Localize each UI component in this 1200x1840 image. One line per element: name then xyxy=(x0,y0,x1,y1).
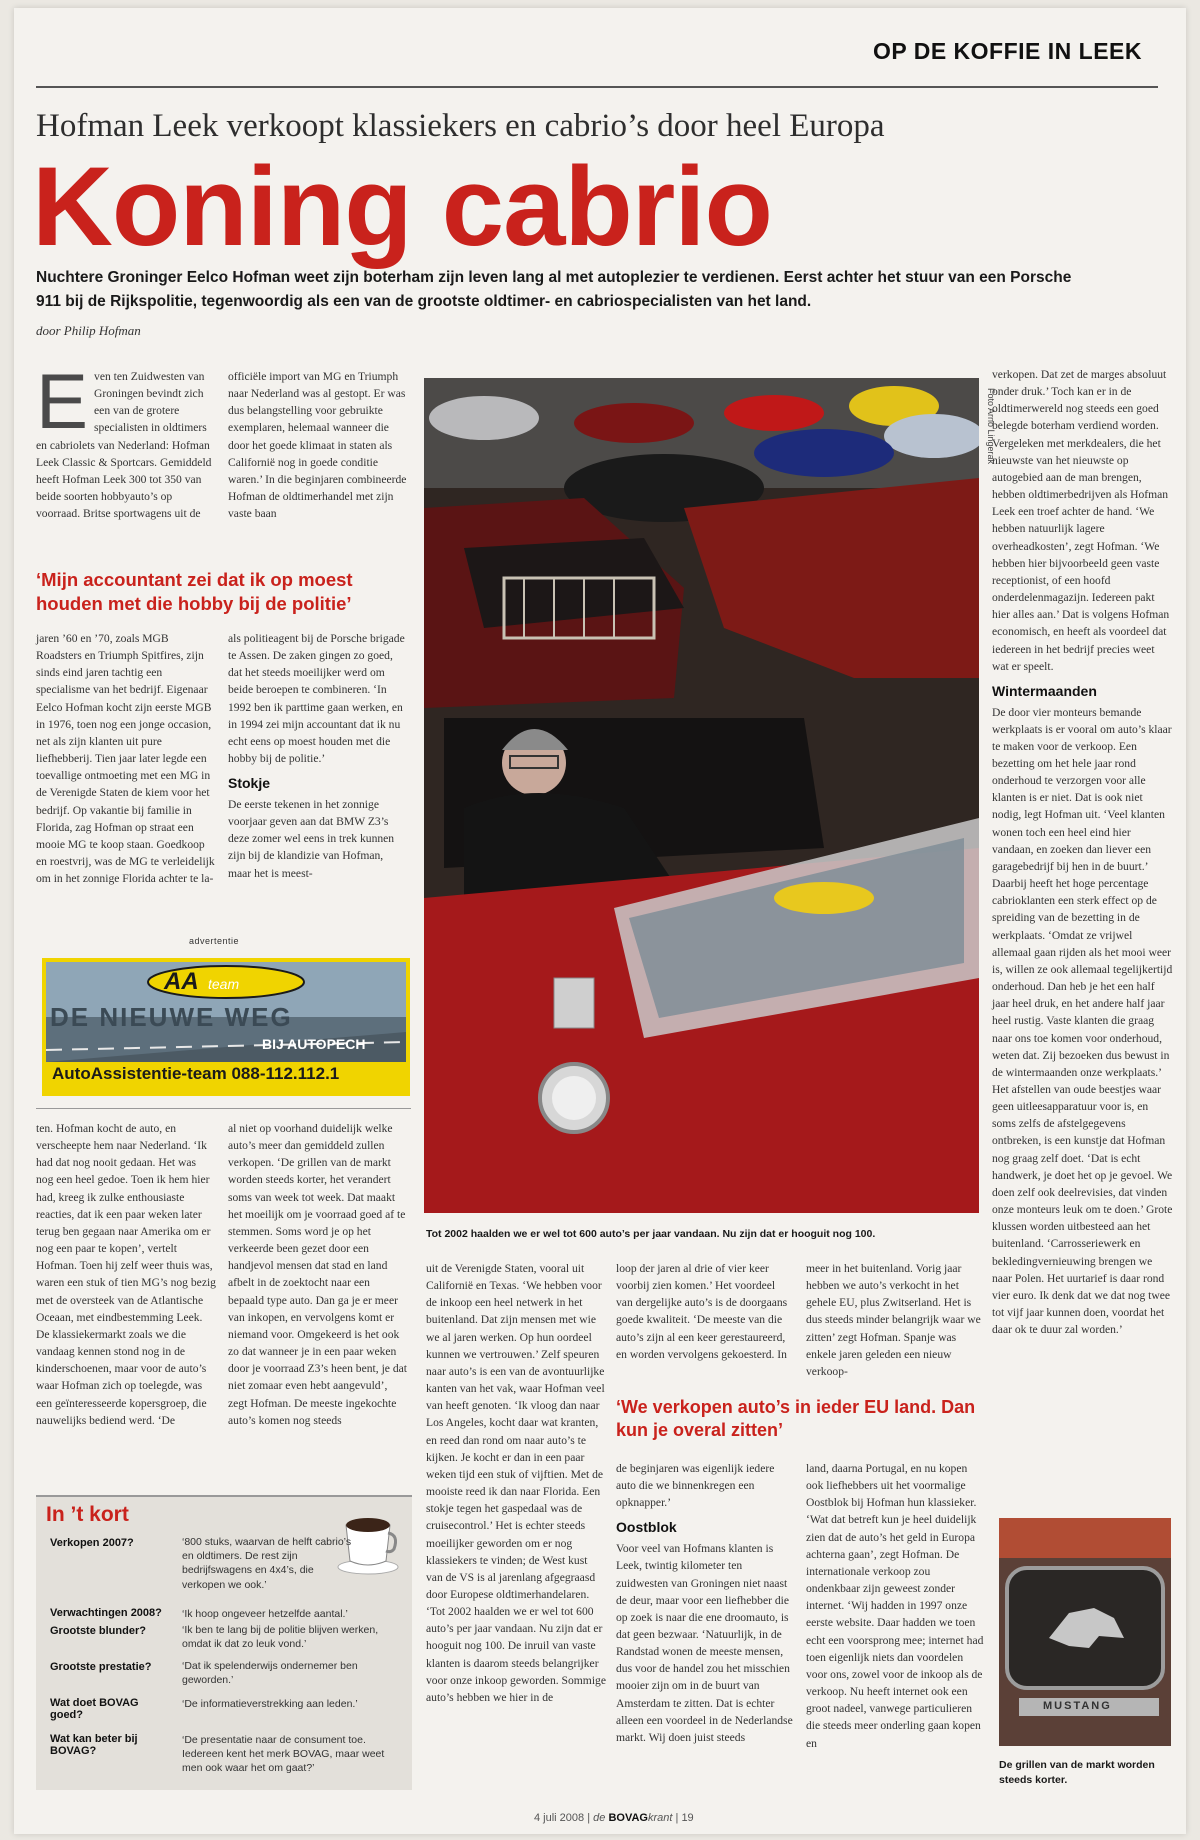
pull-quote-1: ‘Mijn accountant zei dat ik op moest houden met die hobby bij de politie’ xyxy=(36,569,353,615)
kort-answer: ‘De presentatie naar de consument toe. Iedereen kent het merk BOVAG, maar weet men ook waar het om gaat?’ xyxy=(182,1734,385,1775)
subheading-wintermaanden: Wintermaanden xyxy=(992,682,1097,699)
kort-question: Verkopen 2007? xyxy=(50,1537,134,1549)
column-4-oostblok-text: Voor veel van Hofmans klanten is Leek, twintig kilometer ten zuidwesten van Groningen niet naast de deur, maar voor een liefhebber die op zoek is naar die ene droomauto, is dat geen bezwaar. ‘Natuurlijk, in de Randstad wonen de meeste mensen, dus voor de handel zou het misschien mooier zijn om in de buurt van Amsterdam te zitten. Dat is echter alleen een voordeel in de Nederlandse markt. Wij doen juist steeds xyxy=(616,1542,793,1744)
column-2-bottom: al niet op voorhand duidelijk welke auto’s meer dan gemiddeld zullen verkopen. ‘De grillen van de markt worden steeds korter, het verandert soms van week tot week. Dat maakt het moeilijk om je voorraad goed af te stemmen. Soms word je op het verkeerde been gezet door een handjevol mensen dat stad en land afbelt in de zoektocht naar een bepaald type auto. Dan ga je er meer van inkopen, en vervolgens komt er niemand voor. Omgekeerd is het ook zo dat wanneer je in een paar weken door je voorraad Z3’s heen bent, je dat niet zomaar even hebt aangevuld’, zegt Hofman. De meeste ingekochte auto’s komen nog steeds xyxy=(228,1122,407,1427)
advertisement-banner[interactable] xyxy=(42,958,410,1096)
main-photo xyxy=(424,378,979,1213)
column-4-top: loop der jaren al drie of vier keer voorbij zien komen.’ Het voordeel van dergelijke auto’s is de doorgaans goede kwaliteit. ‘De meeste van die auto’s zijn al een keer gerestaureerd, en worden vervolgens gekoesterd. In xyxy=(616,1262,788,1361)
in-t-kort-box xyxy=(36,1495,412,1790)
article-subheadline: Hofman Leek verkoopt klassiekers en cabrio’s door heel Europa xyxy=(36,108,885,144)
kort-answer: ‘800 stuks, waarvan de helft cabrio’s en oldtimers. De rest zijn bedrijfswagens en 4x4’s, die verkopen we ook.’ xyxy=(182,1536,352,1591)
column-1-top-text: ven ten Zuidwesten van Groningen bevindt zich een van de grotere specialisten in oldtimers en cabriolets van Nederland: Hofman Leek Classic & Sportcars. Gemiddeld heeft Hofman Leek 300 tot 350 van beide soorten hobbyauto’s op voorraad. Britse sportwagens uit de xyxy=(36,370,212,521)
ad-logo: AA xyxy=(164,968,199,995)
mustang-photo xyxy=(999,1518,1171,1746)
ad-footer: AutoAssistentie-team 088-112.112.1 xyxy=(52,1064,340,1083)
footer-pub-name: BOVAG xyxy=(608,1812,648,1824)
column-5-bottom: land, daarna Portugal, en nu kopen ook liefhebbers uit het voormalige Oostblok bij Hofman hun klassieker. ‘Wat dat betreft kun je heel duidelijk zien dat de auto’s het geld in Europa achterna gaan’, zegt Hofman. De internationale verkoop zou ondenkbaar zijn geweest zonder internet. ‘Wij hadden in 1997 onze eerste website. Daar hadden we toen echt een voorsprong mee; internet had toen eigenlijk niets dan voordelen voor ons, zowel voor de inkoop als de verkoop. Nu heeft internet ook een groot nadeel, vanwege particulieren die steeds meer onderling gaan kopen en xyxy=(806,1462,984,1750)
header-rule xyxy=(36,86,1158,88)
showroom-photo xyxy=(424,378,979,1213)
divider xyxy=(36,1108,411,1109)
byline: door Philip Hofman xyxy=(36,323,141,338)
column-4-bottom xyxy=(616,1460,794,1746)
kort-question: Grootste prestatie? xyxy=(50,1661,152,1673)
photo-caption: Tot 2002 haalden we er wel tot 600 auto’s per jaar vandaan. Nu zijn dat er hooguit nog 100. xyxy=(426,1228,876,1240)
ad-slogan: DE NIEUWE WEG xyxy=(50,1002,293,1032)
section-kicker: OP DE KOFFIE IN LEEK xyxy=(873,38,1142,64)
subheading-stokje: Stokje xyxy=(228,775,271,792)
article-intro: Nuchtere Groninger Eelco Hofman weet zijn boterham zijn leven lang al met autoplezier te verdienen. Eerst achter het stuur van een Porsche 911 bij de Rijkspolitie, tegenwoordig als een van de grootste oldtimer- en cabriospecialisten van het land. xyxy=(36,269,1072,311)
column-3: uit de Verenigde Staten, vooral uit Californië en Texas. ‘We hebben voor de inkoop een heel netwerk in het buitenland. Dat zijn mensen met wie we al jaren werken. Op hun oordeel kunnen we vertrouwen.’ Zelf speuren naar auto’s is een van de avontuurlijke kanten van het vak, waar Hofman veel van heeft genoten. ‘Ik vloog dan naar Los Angeles, kocht daar wat kranten, en reed dan rond om naar auto’s te kijken. Je kocht er dan in een paar weken tijd een stuk of vijftien. Met de mooiste reed ik dan naar Florida. Een stokje tegen het gaspedaal was de cruisecontrol.’ Het is echter steeds moeilijker geworden om er nog klassiekers te vinden; de West kust van de VS is al jarenlang afgegraasd door Europese oldtimerhandelaren. ‘Tot 2002 haalden we er wel tot 600 auto’s per jaar vandaan. Nu zijn dat er hooguit nog 100. De inruil van vaste klanten is daarom steeds belangrijker voor onze inkoop geworden. Sommige auto’s hebben we hier in de xyxy=(426,1262,606,1704)
drop-cap: E xyxy=(36,357,89,445)
footer-pub-prefix: de xyxy=(593,1812,606,1824)
column-1-bottom: ten. Hofman kocht de auto, en verscheepte hem naar Nederland. ‘Ik had dat nog nooit gedaan. Het was nog een heel gedoe. Toen ik hem hier had, kreeg ik zulke enthousiaste reacties, dat ik een paar weken later terug ben gegaan naar Amerika om er nog een paar te kopen’, vertelt Hofman. Toen hij zelf weer thuis was, waren een stuk of tien MG’s nog bezig met de oversteek van de Atlantische Oceaan, met eindbestemming Leek. De klassiekermarkt zoals we die vandaag kennen stond nog in de kinderschoenen, maar voor de auto’s waar Hofman zich op toelegde, was een geïnteresseerde kopersgroep, die nauwelijks bediend werd. ‘De xyxy=(36,1122,216,1427)
column-4-bottom-text: de beginjaren was eigenlijk iedere auto die we binnenkregen een opknapper.’ xyxy=(616,1462,775,1510)
kort-question: Verwachtingen 2008? xyxy=(50,1607,162,1619)
column-5-top: meer in het buitenland. Vorig jaar hebben we auto’s verkocht in het gehele EU, plus Zwitserland. Het is dus steeds minder belangrijk waar we zitten’ zegt Hofman. Spanje was enkele jaren geleden een nieuw verkoop- xyxy=(806,1262,981,1378)
article-headline: Koning cabrio xyxy=(32,144,772,269)
newspaper-page xyxy=(14,8,1186,1834)
column-1-mid: jaren ’60 en ’70, zoals MGB Roadsters en Triumph Spitfires, zijn sinds eind jaren tachtig een specialisme van het bedrijf. Eigenaar Eelco Hofman kocht zijn eerste MGB in 1976, toen nog een jonge occasion, net als zijn klanten uit pure liefhebberij. Tien jaar later legde een toevallige ontmoeting met een MG in de Verenigde Staten de kiem voor het bedrijf. Op vakantie bij familie in Florida, zag Hofman op straat een mooie MG te koop staan. Goedkoop en roestvrij, was de MG te verleidelijk om in het zonnige Florida achter te la- xyxy=(36,632,215,886)
column-6 xyxy=(992,366,1174,1338)
column-2-stokje-text: De eerste tekenen in het zonnige voorjaar geven aan dat BMW Z3’s deze zomer wel eens in trek kunnen zijn bij de klandizie van Hofman, maar het is meest- xyxy=(228,797,395,880)
in-t-kort-title: In ’t kort xyxy=(46,1503,129,1526)
column-6-top-text: verkopen. Dat zet de marges absoluut onder druk.’ Toch kan er in de oldtimerwereld nog steeds een goed belegde boterham verdiend worden. Vergeleken met merkdealers, die het nieuwste van het nieuwste op autogebied aan de man brengen, hebben oldtimerbedrijven als Hofman Leek een troef achter de hand. ‘We hebben natuurlijk lagere overheadkosten’, zegt Hofman. ‘We hebben hier bijvoorbeeld geen vaste receptionist, of een hoofd onderdelenmagazijn. Iedereen pakt hier alles aan.’ Dat is volgens Hofman economisch, en heeft als voordeel dat iedereen in het bedrijf precies weet wat er speelt. xyxy=(992,368,1170,673)
kort-question: Grootste blunder? xyxy=(50,1625,146,1637)
mustang-badge: MUSTANG xyxy=(1043,1700,1112,1712)
subheading-oostblok: Oostblok xyxy=(616,1519,677,1536)
column-2-top: officiële import van MG en Triumph naar Nederland was al gestopt. Er was dus belangstelling voor gebruikte exemplaren, helemaal wanneer die door het goede klimaat in staten als Californië nog in goede conditie waren.’ In die beginjaren combineerde Hofman de oldtimerhandel met zijn vaste baan xyxy=(228,370,407,521)
pull-quote-2: ‘We verkopen auto’s in ieder EU land. Dan kun je overal zitten’ xyxy=(616,1397,976,1441)
kort-question: Wat kan beter bij BOVAG? xyxy=(50,1733,138,1757)
page-footer: 4 juli 2008 | de BOVAGkrant | 19 xyxy=(534,1812,694,1824)
ad-label: advertentie xyxy=(189,936,240,946)
kort-answer: ‘De informatieverstrekking aan leden.’ xyxy=(182,1698,358,1710)
kort-question: Wat doet BOVAG goed? xyxy=(50,1697,139,1721)
column-1-top xyxy=(36,357,216,522)
ad-tag: BIJ AUTOPECH xyxy=(262,1036,366,1052)
footer-pub-suffix: krant xyxy=(647,1812,673,1824)
kort-answer: ‘Ik ben te lang bij de politie blijven werken, omdat ik dat zo leuk vond.’ xyxy=(182,1624,379,1651)
column-6-winter-text: De door vier monteurs bemande werkplaats is er vooral om auto’s klaar te maken voor de verkoop. Een bezetting om het hele jaar rond onderhoud te verzorgen voor alle klanten is er niet. Dat is ook niet nodig, legt Hofman uit. ‘Veel klanten wonen toch een heel eind hier vandaan, en zoeken dan liever een garagebedrijf bij hen in de buurt.’ Daarbij heeft het hoge percentage cabrioklanten een sterk effect op de spreiding van de bezetting in de werkplaats. ‘Omdat ze vrijwel allemaal gaan rijden als het mooi weer is, willen ze ook allemaal tegelijkertijd onderhoud. Dan heb je het een half jaar heel druk, en het andere half jaar heel rustig. Vaste klanten die graag naar ons toe komen voor onderhoud, weten dat. Zij bezoeken dus bewust in de wintermaanden onze werkplaats.’ Het afstellen van oude beestjes waar geen uitleesapparatuur voor is, en soms zelfs de afstelgegevens ontbreken, is een kunstje dat Hofman nog graag zelf doet. ‘Dat is echt handwerk, je doet het op je gevoel. We doen zelf ook deelrevisies, dat vinden onze monteurs leuk om te doen.’ Grote klussen worden uitbesteed aan het buitenland. ‘Carrosseriewerk en bekledingvernieuwing brengen we naar Polen. Het uurtarief is daar rond vier euro. Ik denk dat we dat nog twee tot vijf jaar kunnen doen, voordat het daar ok te duur zal worden.’ xyxy=(992,705,1173,1337)
mustang-caption: De grillen van de markt worden steeds korter. xyxy=(999,1759,1155,1786)
photo-credit: Foto Arno Lingerak xyxy=(986,388,996,465)
ad-logo-sub: team xyxy=(208,976,240,992)
column-2-mid xyxy=(228,630,408,882)
footer-date: 4 juli 2008 xyxy=(534,1812,585,1824)
kort-answer: ‘Ik hoop ongeveer hetzelfde aantal.’ xyxy=(182,1608,348,1620)
page-number: 19 xyxy=(681,1812,694,1824)
kort-answer: ‘Dat ik spelenderwijs ondernemer ben geworden.’ xyxy=(182,1660,358,1687)
column-2-mid-text: als politieagent bij de Porsche brigade te Assen. De zaken gingen zo goed, dat het steeds moeilijker werd om beide beroepen te combineren. ‘In 1992 ben ik parttime gaan werken, en in 1994 zei mijn accountant dat ik nu echt eens op moest houden met die hobby bij de politie.’ xyxy=(228,632,405,766)
